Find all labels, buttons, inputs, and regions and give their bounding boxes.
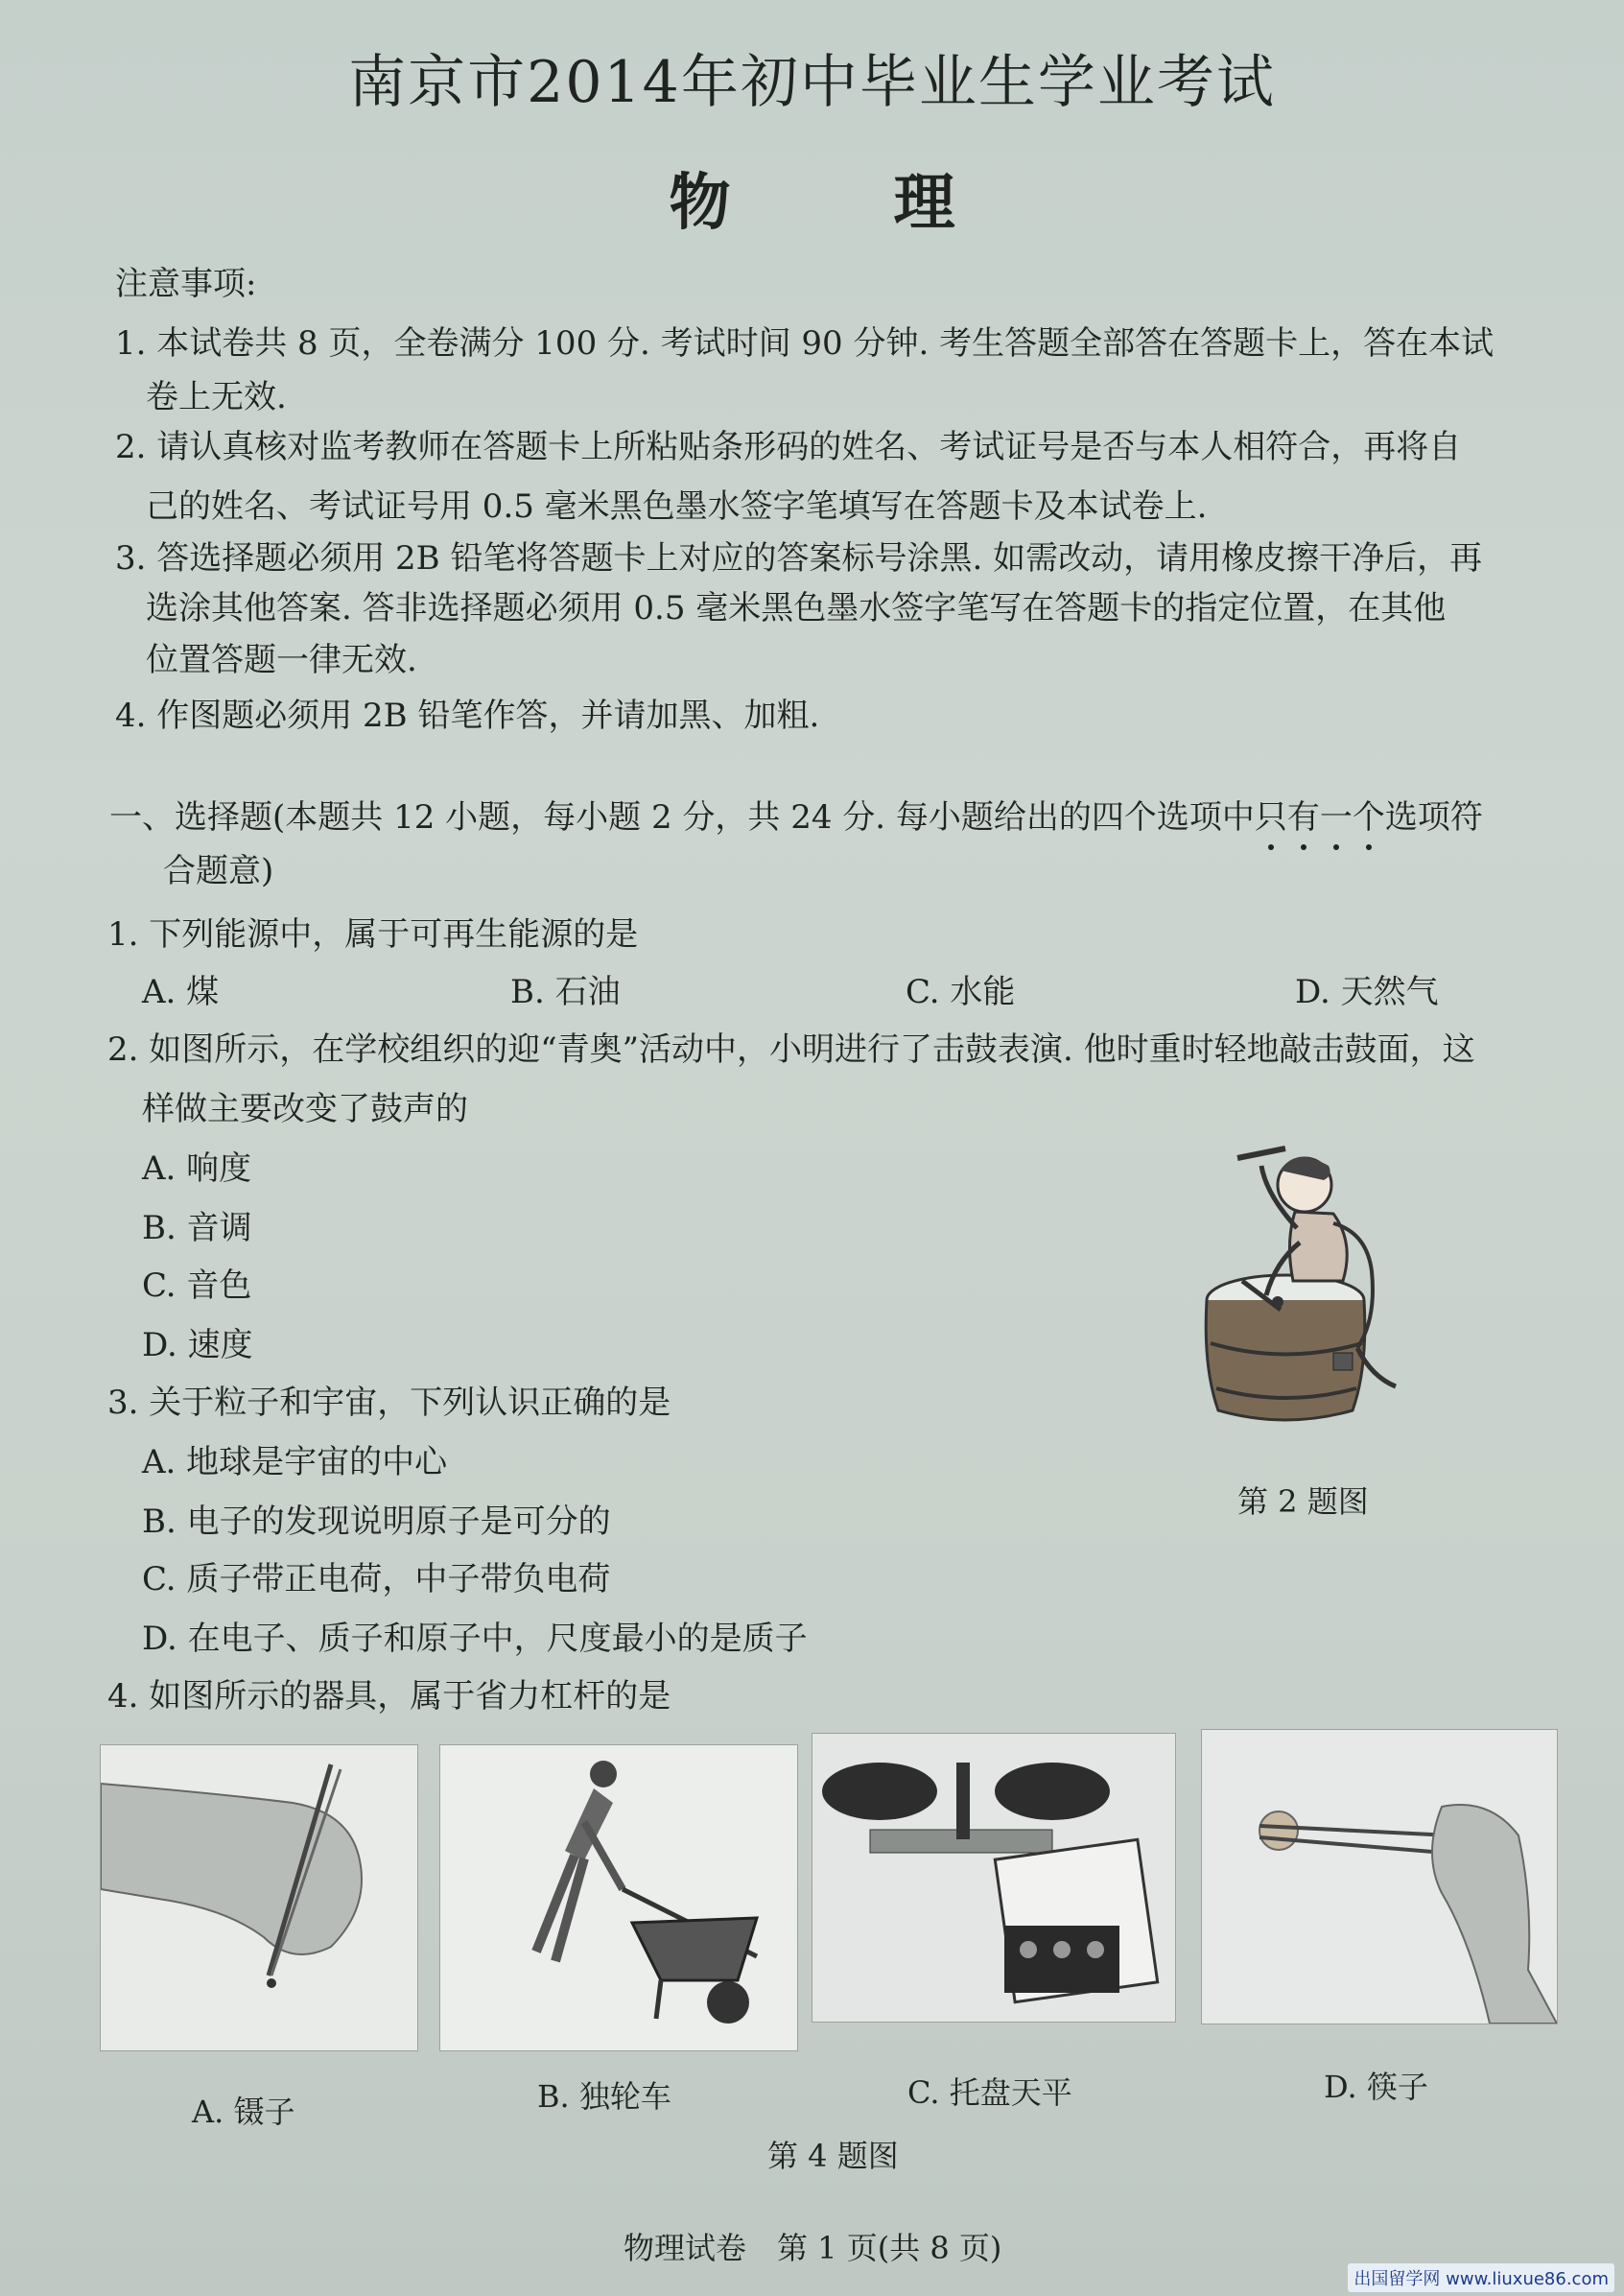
q1-option-c: C. 水能 [906,973,1016,1011]
note-1-line2: 卷上无效. [146,378,287,416]
q4-photo-balance [812,1733,1176,2023]
q1-option-d: D. 天然气 [1295,973,1439,1011]
emphasis-char: 个 [1352,798,1385,837]
section-1-line2: 合题意) [163,852,274,890]
section-1-heading [109,798,1483,837]
q4-stem: 4. 如图所示的器具，属于省力杠杆的是 [107,1677,671,1716]
emphasis-char: 只 [1254,798,1287,837]
balance-image [812,1734,1175,2022]
note-4-line1: 4. 作图题必须用 2B 铅笔作答，并请加黑、加粗. [115,697,820,735]
note-3-line3: 位置答题一律无效. [146,641,417,679]
q1-stem: 1. 下列能源中，属于可再生能源的是 [107,915,639,954]
q2-option-b: B. 音调 [142,1209,252,1247]
q3-option-c: C. 质子带正电荷，中子带负电荷 [142,1560,611,1598]
q4-photo-chopsticks [1201,1729,1558,2024]
q2-stem-line2: 样做主要改变了鼓声的 [142,1090,468,1128]
tweezers-image [101,1745,417,2050]
subject-title: 物理 [669,167,1118,239]
q4-option-c: C. 托盘天平 [907,2074,1072,2111]
q1-option-b: B. 石油 [510,973,621,1011]
q4-figure-caption: 第 4 题图 [767,2138,899,2174]
q1-option-a: A. 煤 [142,973,220,1011]
q2-drummer-figure [1189,1137,1420,1444]
q2-stem-line1: 2. 如图所示，在学校组织的迎“青奥”活动中，小明进行了击鼓表演. 他时重时轻地敲击鼓面，这 [107,1030,1475,1069]
q4-photo-wheelbarrow [439,1744,798,2051]
site-watermark: 出国留学网 www.liuxue86.com [1348,2263,1614,2292]
q3-option-a: A. 地球是宇宙的中心 [142,1443,448,1481]
q4-photo-tweezers [100,1744,418,2051]
note-3-line2: 选涂其他答案. 答非选择题必须用 0.5 毫米黑色墨水签字笔写在答题卡的指定位置，在其他 [146,589,1447,627]
exam-title: 南京市2014年初中毕业生学业考试 [348,49,1276,116]
note-2-line2: 己的姓名、考试证号用 0.5 毫米黑色墨水签字笔填写在答题卡及本试卷上. [146,487,1208,526]
page-footer: 物理试卷 第 1 页(共 8 页) [624,2230,1002,2266]
note-3-line1: 3. 答选择题必须用 2B 铅笔将答题卡上对应的答案标号涂黑. 如需改动，请用橡皮擦干净后，再 [115,539,1483,578]
q4-option-a: A. 镊子 [192,2094,295,2130]
chopsticks-image [1202,1730,1557,2024]
section-1-suffix: 选项符 [1384,798,1483,837]
q3-option-d: D. 在电子、质子和原子中，尺度最小的是质子 [142,1620,808,1658]
emphasis-char: 一 [1319,798,1353,837]
q3-stem: 3. 关于粒子和宇宙，下列认识正确的是 [107,1384,671,1422]
q4-option-d: D. 筷子 [1324,2069,1428,2105]
emphasis-char: 有 [1286,798,1320,837]
q2-option-d: D. 速度 [142,1326,253,1364]
q2-option-a: A. 响度 [142,1149,252,1188]
q3-option-b: B. 电子的发现说明原子是可分的 [142,1503,611,1541]
q2-option-c: C. 音色 [142,1266,252,1305]
notes-heading: 注意事项: [115,265,257,303]
q2-figure-caption: 第 2 题图 [1237,1483,1369,1520]
section-1-prefix: 一、选择题(本题共 12 小题，每小题 2 分，共 24 分. 每小题给出的四个选项中 [109,798,1255,837]
note-1-line1: 1. 本试卷共 8 页，全卷满分 100 分. 考试时间 90 分钟. 考生答题全部答在答题卡上，答在本试 [115,324,1495,363]
q4-option-b: B. 独轮车 [537,2078,671,2115]
wheelbarrow-image [440,1745,797,2050]
note-2-line1: 2. 请认真核对监考教师在答题卡上所粘贴条形码的姓名、考试证号是否与本人相符合，再将自 [115,428,1462,466]
